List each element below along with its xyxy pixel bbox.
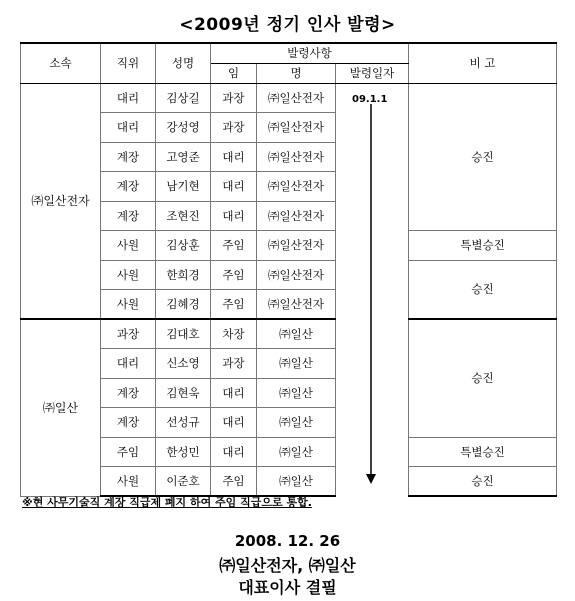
new-position-cell: 과장 xyxy=(211,349,257,379)
new-org-cell: ㈜일산 xyxy=(257,319,336,349)
name-cell: 조현진 xyxy=(156,201,211,231)
position-cell: 과장 xyxy=(101,319,156,349)
position-cell: 사원 xyxy=(101,260,156,290)
position-cell: 주임 xyxy=(101,437,156,467)
footer-date: 2008. 12. 26 xyxy=(234,532,341,550)
remarks-cell: 승진 xyxy=(409,467,557,497)
name-cell: 김현욱 xyxy=(156,378,211,408)
affiliation-cell: ㈜일산전자 xyxy=(21,83,101,319)
name-cell: 김대호 xyxy=(156,319,211,349)
new-org-cell: ㈜일산전자 xyxy=(257,201,336,231)
name-cell: 이준호 xyxy=(156,467,211,497)
new-position-cell: 주임 xyxy=(211,260,257,290)
new-position-cell: 주임 xyxy=(211,231,257,261)
affiliation-cell: ㈜일산 xyxy=(21,319,101,496)
new-position-cell: 대리 xyxy=(211,201,257,231)
name-cell: 선성규 xyxy=(156,408,211,438)
name-cell: 김상훈 xyxy=(156,231,211,261)
new-position-cell: 과장 xyxy=(211,83,257,113)
new-position-cell: 대리 xyxy=(211,378,257,408)
new-org-cell: ㈜일산 xyxy=(257,437,336,467)
new-org-cell: ㈜일산전자 xyxy=(257,290,336,320)
new-org-cell: ㈜일산전자 xyxy=(257,172,336,202)
new-position-cell: 과장 xyxy=(211,113,257,143)
position-cell: 대리 xyxy=(101,113,156,143)
name-cell: 김상길 xyxy=(156,83,211,113)
footer-companies: ㈜일산전자, ㈜일산 xyxy=(219,556,356,575)
header-position: 직위 xyxy=(101,43,156,83)
new-position-cell: 주임 xyxy=(211,290,257,320)
header-appointment-date: 발령일자 xyxy=(336,63,409,83)
header-affiliation: 소속 xyxy=(21,43,101,83)
new-position-cell: 차장 xyxy=(211,319,257,349)
position-cell: 계장 xyxy=(101,408,156,438)
new-position-cell: 대리 xyxy=(211,172,257,202)
position-cell: 사원 xyxy=(101,231,156,261)
name-cell: 한희경 xyxy=(156,260,211,290)
new-position-cell: 대리 xyxy=(211,408,257,438)
name-cell: 강성영 xyxy=(156,113,211,143)
new-org-cell: ㈜일산 xyxy=(257,349,336,379)
new-org-cell: ㈜일산전자 xyxy=(257,142,336,172)
remarks-cell: 특별승진 xyxy=(409,437,557,467)
document-title: <2009년 정기 인사 발령> xyxy=(179,15,396,35)
new-position-cell: 주임 xyxy=(211,467,257,497)
footer-approval: 대표이사 결필 xyxy=(238,578,337,597)
position-cell: 계장 xyxy=(101,201,156,231)
position-cell: 사원 xyxy=(101,467,156,497)
remarks-cell: 승진 xyxy=(409,260,557,319)
new-org-cell: ㈜일산전자 xyxy=(257,113,336,143)
name-cell: 한성민 xyxy=(156,437,211,467)
name-cell: 고영준 xyxy=(156,142,211,172)
new-org-cell: ㈜일산전자 xyxy=(257,260,336,290)
position-cell: 사원 xyxy=(101,290,156,320)
new-org-cell: ㈜일산전자 xyxy=(257,83,336,113)
new-org-cell: ㈜일산전자 xyxy=(257,231,336,261)
remarks-cell: 승진 xyxy=(409,319,557,437)
new-position-cell: 대리 xyxy=(211,437,257,467)
new-position-cell: 대리 xyxy=(211,142,257,172)
position-cell: 계장 xyxy=(101,142,156,172)
header-new-org: 명 xyxy=(257,63,336,83)
header-remarks: 비 고 xyxy=(409,43,557,83)
appointment-date-value: 09.1.1 xyxy=(352,94,388,105)
position-cell: 계장 xyxy=(101,378,156,408)
position-cell: 대리 xyxy=(101,349,156,379)
new-org-cell: ㈜일산 xyxy=(257,467,336,497)
name-cell: 남기현 xyxy=(156,172,211,202)
remarks-cell: 특별승진 xyxy=(409,231,557,261)
position-cell: 계장 xyxy=(101,172,156,202)
new-org-cell: ㈜일산 xyxy=(257,378,336,408)
header-appointment-group: 발령사항 xyxy=(211,43,409,63)
name-cell: 김혜경 xyxy=(156,290,211,320)
header-new-position: 임 xyxy=(211,63,257,83)
header-name: 성명 xyxy=(156,43,211,83)
position-cell: 대리 xyxy=(101,83,156,113)
new-org-cell: ㈜일산 xyxy=(257,408,336,438)
footnote: ※현 사무기술직 계장 직급제 폐지 하여 주임 직급으로 통합. xyxy=(22,496,312,509)
remarks-cell: 승진 xyxy=(409,83,557,231)
name-cell: 신소영 xyxy=(156,349,211,379)
